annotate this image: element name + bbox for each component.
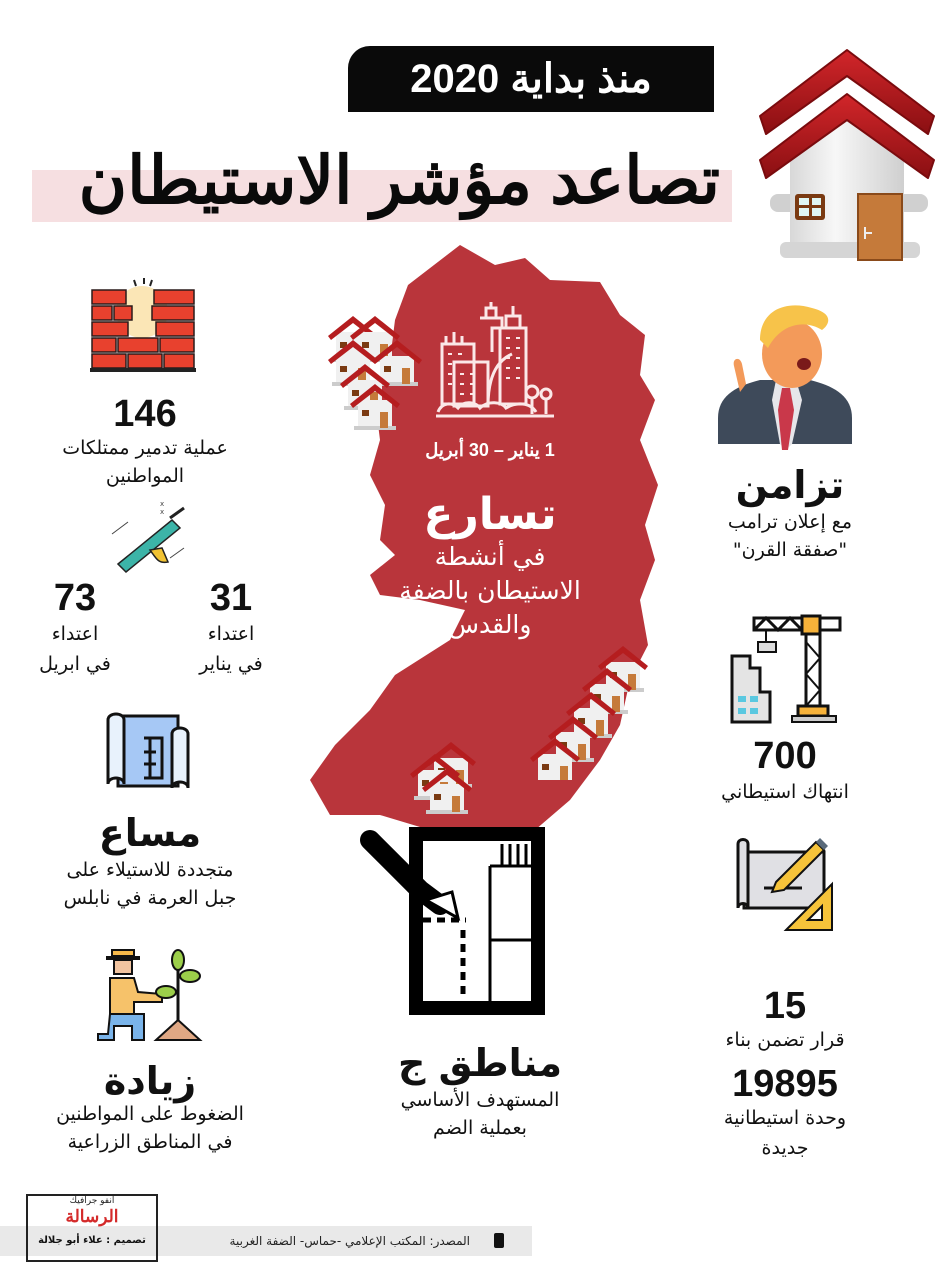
efforts-heading: مساع [98,811,202,855]
rifle-icon [110,500,192,574]
timing-heading: تزامن [735,463,845,507]
broken-brick-wall-icon [90,278,196,378]
trump-caricature-icon [716,300,854,450]
construction-crane-icon [728,612,844,726]
units-label-1: وحدة استيطانية [723,1107,847,1129]
violations-value: 700 [753,735,817,777]
increase-heading: زيادة [103,1059,197,1103]
increase-label-1: الضغوط على المواطنين [56,1103,244,1125]
attacks-january-value: 31 [209,577,253,619]
timing-label-1: مع إعلان ترامب [727,511,853,533]
attacks-april-label-1: اعتداء [51,623,99,645]
farmer-planting-icon [94,944,204,1044]
units-label-2: جديدة [761,1137,809,1159]
area-c-label-1: المستهدف الأساسي [400,1089,560,1111]
attacks-april-value: 73 [53,577,97,619]
demolitions-label-2: المواطنين [105,465,185,487]
date-range: 1 يناير – 30 أبريل [425,440,555,460]
center-sub-3: والقدس [448,610,532,639]
center-heading: تسارع [423,489,557,540]
decisions-value: 15 [763,985,807,1027]
city-buildings-icon [432,302,558,420]
subtitle-banner [348,46,714,112]
units-value: 19895 [732,1063,838,1105]
credit-label: انفو جرافيك [69,1196,115,1206]
violations-label: انتهاك استيطاني [721,781,849,803]
source-text: المصدر: المكتب الإعلامي -حماس- الضفة الغربية [229,1234,470,1248]
timing-label-2: "صفقة القرن" [732,539,848,561]
blueprint-scroll-icon [104,708,192,794]
brand-logo: الرسالة [65,1207,119,1226]
settlement-houses-icon [408,736,488,816]
svg-text:x: x [160,508,165,516]
attacks-january-label-2: في يناير [199,653,263,675]
settlement-houses-icon [326,310,426,432]
svg-text:x: x [160,500,165,508]
settlement-houses-icon [526,640,656,780]
designer-credit: تصميم : علاء أبو جلالة [38,1235,146,1246]
center-sub-1: في أنشطة [434,542,546,571]
center-sub-2: الاستيطان بالضفة [399,576,581,605]
source-marker-icon [494,1233,504,1248]
efforts-label-1: متجددة للاستيلاء على [66,859,234,881]
demolitions-value: 146 [113,393,177,435]
house-icon [752,44,942,266]
area-c-heading: مناطق ج [398,1041,562,1085]
area-c-label-2: بعملية الضم [433,1117,527,1139]
attacks-january-label-1: اعتداء [207,623,255,645]
demolitions-label-1: عملية تدمير ممتلكات [62,437,228,459]
floor-plan-pen-icon [360,820,550,1020]
decisions-label: قرار تضمن بناء [725,1029,845,1051]
drafting-plan-icon [736,838,834,932]
subtitle: منذ بداية 2020 [410,57,652,101]
increase-label-2: في المناطق الزراعية [67,1131,233,1153]
attacks-april-label-2: في ابريل [39,653,111,675]
page-title: تصاعد مؤشر الاستيطان [78,143,720,217]
efforts-label-2: جبل العرمة في نابلس [63,887,237,909]
